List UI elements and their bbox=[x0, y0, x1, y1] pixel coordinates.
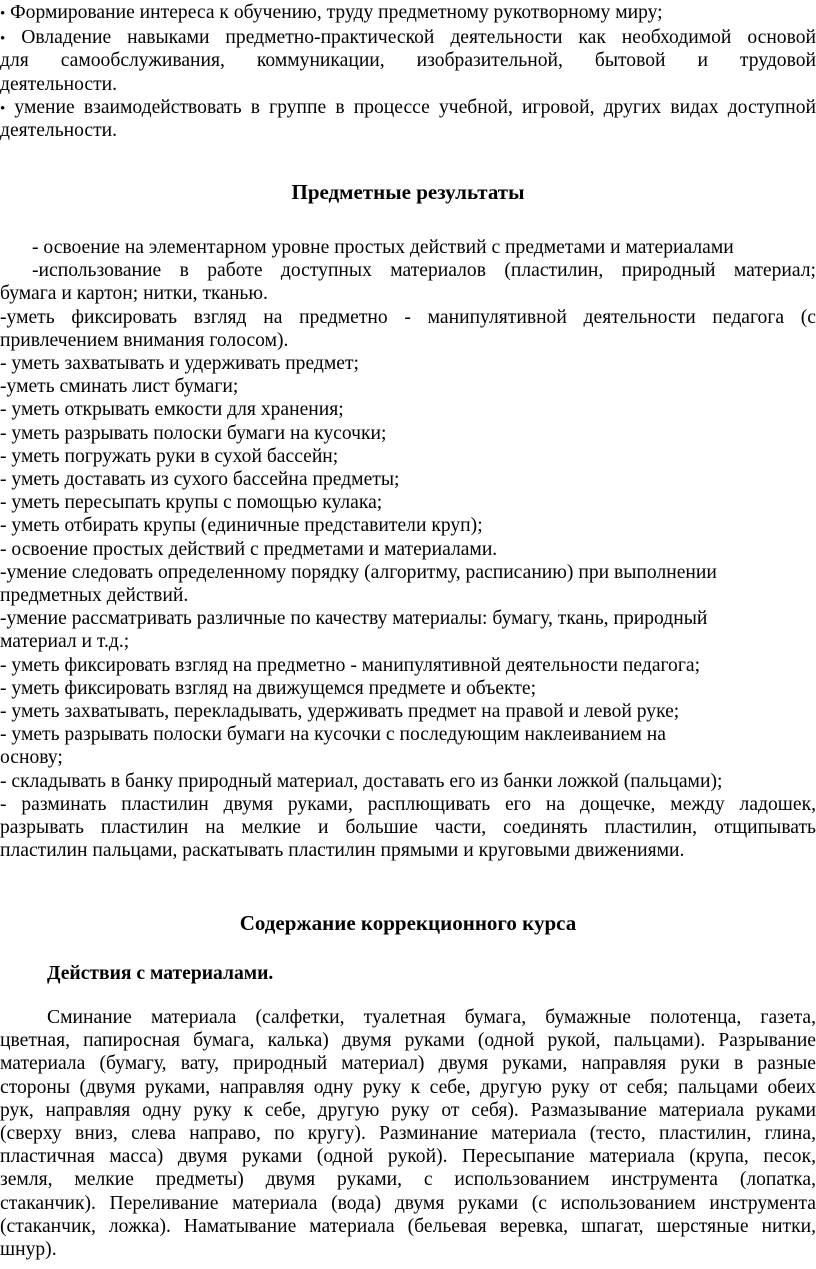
course-paragraph bbox=[0, 1006, 816, 1261]
section-heading-results: Предметные результаты bbox=[291, 180, 525, 204]
bullet-marker: • bbox=[0, 31, 6, 48]
results-line: - разминать пластилин двумя руками, расплющивать его на дощечке, между ладошек, bbox=[0, 793, 816, 815]
results-line: пластилин пальцами, раскатывать пластилин прямыми и круговыми движениями. bbox=[0, 840, 685, 862]
paragraph-line: стороны (двумя руками, направляя одну руку к себе, другую руку от себя; пальцами обеих bbox=[0, 1076, 816, 1098]
bullet-text-line: для самообслуживания, коммуникации, изобразительной, бытовой и трудовой bbox=[0, 50, 816, 72]
paragraph-line: (стаканчик, ложка). Наматывание материала (бельевая веревка, шпагат, шерстяные нитки, bbox=[0, 1215, 816, 1237]
results-line: предметных действий. bbox=[0, 585, 189, 607]
bullet-text: Формирование интереса к обучению, труду предметному рукотворному миру; bbox=[10, 2, 663, 23]
results-line: -использование в работе доступных материалов (пластилин, природный материал; bbox=[32, 260, 816, 282]
bullet-list bbox=[0, 1, 816, 142]
results-line: - уметь доставать из сухого бассейна предметы; bbox=[0, 469, 400, 490]
results-line: - уметь погружать руки в сухой бассейн; bbox=[0, 445, 339, 467]
results-line: - уметь разрывать полоски бумаги на кусочки; bbox=[0, 422, 387, 444]
results-line: - уметь открывать емкости для хранения; bbox=[0, 399, 344, 421]
results-line: -умение следовать определенному порядку (алгоритму, расписанию) при выполнении bbox=[0, 561, 717, 583]
paragraph-line: Сминание материала (салфетки, туалетная бумага, бумажные полотенца, газета, bbox=[47, 1007, 816, 1028]
results-line: - уметь разрывать полоски бумаги на кусочки с последующим наклеиванием на bbox=[0, 724, 666, 746]
results-line: -умение рассматривать различные по качеству материалы: бумагу, ткань, природный bbox=[0, 608, 708, 630]
paragraph-line: (сверху вниз, слева направо, по кругу). Разминание материала (тесто, пластилин, глина, bbox=[0, 1122, 816, 1144]
results-line: -уметь сминать лист бумаги; bbox=[0, 376, 239, 398]
results-line: - складывать в банку природный материал, доставать его из банки ложкой (пальцами); bbox=[0, 770, 723, 792]
results-line: основу; bbox=[0, 747, 63, 769]
paragraph-line: рук, направляя одну руку к себе, другую руку от себя). Размазывание материала руками bbox=[0, 1099, 816, 1121]
results-line: материал и т.д.; bbox=[0, 631, 130, 653]
bullet-item bbox=[0, 1, 816, 26]
bullet-text-line: Овладение навыками предметно-практической деятельности как необходимой основой bbox=[21, 27, 816, 49]
paragraph-line: стаканчик). Переливание материала (вода) двумя руками (с использованием инструмента bbox=[0, 1192, 816, 1214]
results-line: - уметь отбирать крупы (единичные представители круп); bbox=[0, 515, 483, 537]
paragraph-line: шнур). bbox=[0, 1238, 57, 1260]
bullet-item bbox=[0, 96, 816, 142]
results-line: - уметь фиксировать взгляд на движущемся предмете и объекте; bbox=[0, 677, 537, 699]
bullet-text-line: умение взаимодействовать в группе в процессе учебной, игровой, других видах доступной bbox=[14, 96, 816, 118]
results-list bbox=[0, 236, 816, 862]
bullet-marker: • bbox=[0, 6, 6, 22]
bullet-item bbox=[0, 26, 816, 96]
paragraph-line: земля, мелкие предметы) двумя руками, с использованием инструмента (лопатка, bbox=[0, 1169, 816, 1191]
bullet-marker: • bbox=[0, 100, 6, 117]
results-line: - уметь захватывать, перекладывать, удерживать предмет на правой и левой руке; bbox=[0, 701, 680, 723]
results-line: -уметь фиксировать взгляд на предметно - манипулятивной деятельности педагога (с bbox=[0, 306, 816, 328]
paragraph-line: цветная, папиросная бумага, калька) двумя руками (одной рукой, пальцами). Разрывание bbox=[0, 1030, 816, 1052]
results-line: привлечением внимания голосом). bbox=[0, 329, 289, 351]
bullet-text-line: деятельности. bbox=[0, 119, 118, 141]
subsection-heading: Действия с материалами. bbox=[47, 963, 274, 984]
paragraph-line: материала (бумагу, вату, природный материал) двумя руками, направляя руки в разные bbox=[0, 1053, 816, 1075]
paragraph-line: пластичная масса) двумя руками (одной рукой). Пересыпание материала (крупа, песок, bbox=[0, 1146, 816, 1168]
results-line: - освоение на элементарном уровне простых действий с предметами и материалами bbox=[32, 237, 734, 258]
results-line: бумага и картон; нитки, тканью. bbox=[0, 283, 268, 305]
results-line: - уметь пересыпать крупы с помощью кулака; bbox=[0, 492, 383, 514]
section-heading-course: Содержание коррекционного курса bbox=[239, 911, 577, 935]
results-line: - уметь захватывать и удерживать предмет; bbox=[0, 352, 359, 374]
results-line: разрывать пластилин на мелкие и большие части, соединять пластилин, отщипывать bbox=[0, 817, 816, 839]
results-line: - уметь фиксировать взгляд на предметно - манипулятивной деятельности педагога; bbox=[0, 654, 701, 676]
bullet-text-line: деятельности. bbox=[0, 73, 118, 95]
results-line: - освоение простых действий с предметами и материалами. bbox=[0, 538, 498, 560]
